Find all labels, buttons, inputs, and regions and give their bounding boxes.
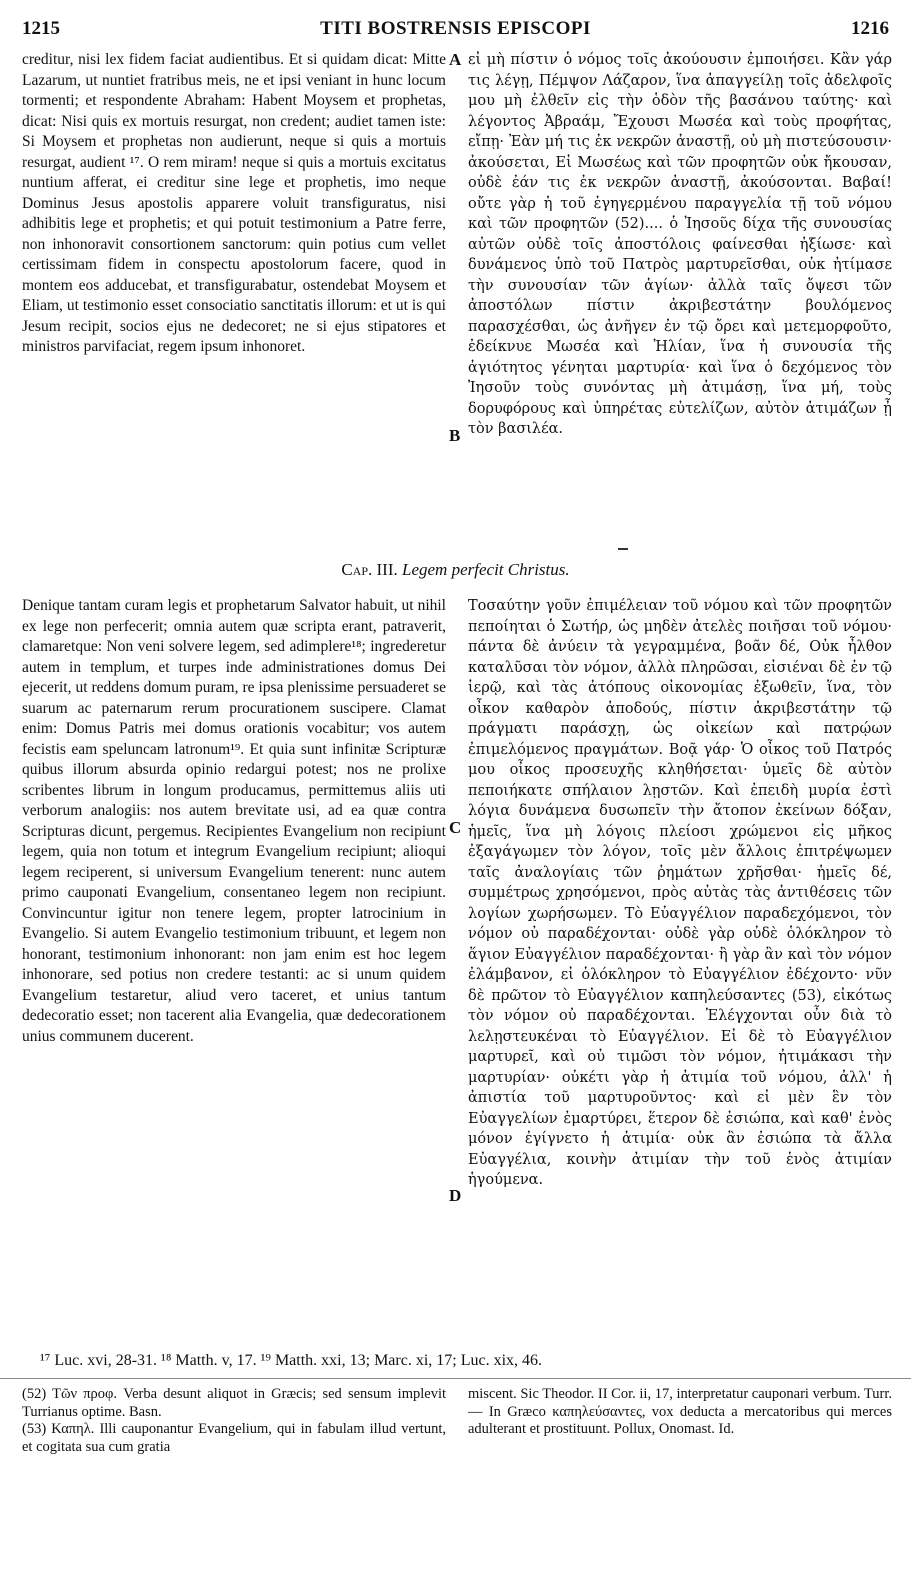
greek-paragraph-top: εἰ μὴ πίστιν ὁ νόμος τοῖς ἀκούουσιν ἐμποιήσει. Κἂν γάρ τις λέγῃ, Πέμψον Λάζαρον, ἵνα ἀπαγγείλῃ τοῖς ἀδελφοῖς μου μὴ ἐλθεῖν εἰς τὴν ὁδὸν τῆς βασάνου ταύτης· καὶ λέγοντος Ἀβραάμ, Ἔχουσι Μωσέα καὶ τοὺς προφήτας, εἴπῃ· Ἐὰν μή τις ἐκ νεκρῶν ἀναστῇ, οὐ μὴ πιστεύσουσιν· ἀκούσεται, Εἰ Μωσέως καὶ τῶν προφητῶν οὐκ ἤκουσαν, οὐδὲ ἐάν τις ἐκ νεκρῶν ἀναστῇ, ἀκούσονται. Βαβαί! οὔτε γὰρ ἡ τοῦ ἐγηγερμένου παραγγελία τῇ τοῦ νόμου καὶ τῶν προφητῶν (52).... ὁ Ἰησοῦς δίχα τῆς συνουσίας αὐτῶν οὐδὲ τοῖς ἀποστόλοις φαίνεσθαι ἠξίωσε· καὶ δυνάμενος ὑπὸ τοῦ Πατρὸς μαρτυρεῖσθαι, οὐκ ἠτίμασε τὴν συνουσίαν τῶν ἁγίων· ἀλλὰ ταῖς ὄψεσι τῶν ἀποστόλων πίστιν ἀκριβεστάτην βουλόμενος παρασχέσθαι, ὡς ἀνῆγεν ἐν τῷ ὄρει καὶ μετεμορφοῦτο, ἐδείκνυε Μωσέα καὶ Ἠλίαν, ἵνα ἡ συνουσία τῆς ἁγιότητος γένηται μαρτυρία· καὶ ἵνα ὁ δεχόμενος τὸν Ἰησοῦν τοὺς συνόντας μὴ ἀτιμάσῃ, ἵνα μή, τοὺς δορυφόρους καὶ ὑπηρέτας εὐτελίζων, αὐτὸν ἀτιμάζων ᾖ τὸν βασιλέα. <box>468 52 892 437</box>
note-53: (53) Καπηλ. Illi cauponantur Evangelium, qui in fabulam illud vertunt, et cogitata sua cum gratia <box>22 1421 446 1455</box>
running-title: TITI BOSTRENSIS EPISCOPI <box>320 18 591 39</box>
latin-column-top <box>22 50 446 358</box>
margin-marker-c: C <box>449 818 462 837</box>
separator-dash <box>618 548 628 550</box>
margin-marker-d: D <box>449 1186 462 1205</box>
margin-marker-a: A <box>449 50 462 69</box>
page-number-left: 1215 <box>22 18 60 39</box>
latin-column-bottom <box>22 596 446 1047</box>
margin-marker-b: B <box>449 426 461 445</box>
page-header <box>22 18 889 46</box>
chapter-title: Legem perfecit Christus. <box>402 560 570 579</box>
greek-column-top <box>468 50 892 440</box>
editorial-notes-right <box>468 1386 892 1439</box>
latin-paragraph-bottom: Denique tantam curam legis et prophetarum Salvator habuit, ut nihil ex lege non perfecerit; omnia autem quæ scripta erant, patraverit, clamaretque: Non veni solvere legem, sed adimplere¹⁸; ingrederetur autem in templum, et turpes inde administrationes domus Dei ejecerit, ut reddens domum puram, re ipsa plenissime persuaderet se suarum ac paternarum rerum procurationem suscipere. Clamat enim: Domus Patris mei domus orationis vocabitur; vos autem fecistis eam speluncam latronum¹⁹. Et quia sunt infinitæ Scripturæ quibus illorum absurda opinio redargui potest; nos ne prolixe scribentes librum in longum producamus, permittemus aliis uti verborum analogiis: nos autem brevitate usi, ad ea quæ contra Scripturas dicunt, pergemus. Recipientes Evangelium non recipiunt legem, quia non totum et integrum Evangelium recipiunt; alioqui legem reciperent, si universum Evangelium tenerent: nunc autem primo cauponati Evangelium, consentaneo legem non recipiunt. Convincuntur igitur non tenere legem, propter latrocinium in Evangelio. Si autem Evangelio testimonium tribuunt, et legem non honorant, testimonium inhonorant: non jam enim est hoc legem inhonorare, sed potius non credere testanti: ac si unum quidem Evangelium testaretur, aliud vero taceret, et unius tantum dedecoratio esset; non tacerent alia Evangelia, quæ dedecorationem unius communem ducerent. <box>22 597 446 1045</box>
note-53-continued: miscent. Sic Theodor. II Cor. ii, 17, interpretatur cauponari verbum. Turr. — In Græco καπηλεύσαντες, vox deducta a mercatoribus qui merces adulterant et prostituunt. Pollux, Onomast. Id. <box>468 1386 892 1437</box>
greek-column-bottom <box>468 596 892 1191</box>
greek-paragraph-bottom: Τοσαύτην γοῦν ἐπιμέλειαν τοῦ νόμου καὶ τῶν προφητῶν πεποίηται ὁ Σωτήρ, ὡς μηδὲν ἀτελὲς ποιῆσαι τοῦ νόμου· πάντα δὲ ἀνύειν τὰ γεγραμμένα, βοᾶν δέ, Οὐκ ἦλθον καταλῦσαι τὸν νόμον, ἀλλὰ πληρῶσαι, εἰσιέναι δὲ ἐν τῷ ἱερῷ, καὶ τὰς ἀτόπους οἰκονομίας ἐξωθεῖν, ἵνα, τὸν οἶκον καθαρὸν ἀποδούς, πίστιν ἀκριβεστάτην τῷ πράγματι παράσχῃ, ὡς οἰκείων καὶ πατρῴων ἐπιμελόμενος πραγμάτων. Βοᾷ γάρ· Ὁ οἶκος τοῦ Πατρός μου οἶκος προσευχῆς κληθήσεται· ὑμεῖς δὲ αὐτὸν πεποιήκατε σπήλαιον λῃστῶν. Καὶ ἐπειδὴ μυρία ἐστὶ λόγια δυνάμενα δυσωπεῖν τὴν ἄτοπον ἐκείνων δόξαν, ἡμεῖς, ἵνα μὴ λόγοις πλείοσι χρώμενοι εἰς μῆκος ἐξαγάγωμεν τὸν λόγον, τοῖς μὲν ἄλλοις ἐπιτρέψωμεν ταῖς ἀναλογίαις τῶν ῥημάτων χρῆσθαι· ἡμεῖς δέ, συμμέτρως χρησόμενοι, πρὸς αὐτὰς τὰς ἀντιθέσεις τῶν λογίων χωρήσωμεν. Τὸ Εὐαγγέλιον παραδεχόμενοι, τὸν νόμον οὐ παραδέχονται· οὐδὲ γὰρ οὐδὲ ὁλόκληρον τὸ ἅγιον Εὐαγγέλιον παραδέχονται· ἢ γὰρ ἂν καὶ τὸν νόμον ἐλάμβανον, εἰ ὁλόκληρον τὸ Εὐαγγέλιον ἐδέχοντο· νῦν δὲ πρῶτον τὸ Εὐαγγέλιον καπηλεύσαντες (53), εἰκότως τὸν νόμον οὐ παραδέχονται. Ἐλέγχονται οὖν διὰ τὸ λελῃστευκέναι τὸ Εὐαγγέλιον. Εἰ δὲ τὸ Εὐαγγέλιον μαρτυρεῖ, καὶ οὐ τιμῶσι τὸν νόμον, ἠτιμάκασι τὴν μαρτυρίαν· οὐκέτι γὰρ ἡ ἀτιμία τοῦ νόμου, ἀλλ' ἡ ἀπιστία τοῦ μαρτυροῦντος· καὶ εἰ μὲν ἓν τὸν Εὐαγγελίων ἐμαρτύρει, ἕτερον δὲ ἐσιώπα, καὶ καθ' ἑνὸς μόνον ἐγίγνετο ἡ ἀτιμία· οὐκ ἂν ἐσιώπα τὰ ἄλλα Εὐαγγέλια, κοινὴν ἀτιμίαν τὴν τοῦ ἑνὸς ἀτιμίαν ἡγούμενα. <box>468 598 892 1188</box>
chapter-number: Cap. III. <box>341 560 398 579</box>
editorial-notes-left <box>22 1386 446 1456</box>
scripture-footnotes: ¹⁷ Luc. xvi, 28-31. ¹⁸ Matth. v, 17. ¹⁹ Matth. xxi, 13; Marc. xi, 17; Luc. xix, 46. <box>40 1352 543 1369</box>
note-52: (52) Τῶν προφ. Verba desunt aliquot in Græcis; sed sensum implevit Turrianus optime. Basn. <box>22 1386 446 1420</box>
chapter-heading <box>0 560 911 580</box>
latin-paragraph-top: creditur, nisi lex fidem faciat audientibus. Et si quidam dicat: Mitte Lazarum, ut nuntiet fratribus meis, ne et ipsi veniant in hunc locum tormenti; et respondente Abraham: Habent Moysem et prophetas, dicat: Nisi quis ex mortuis resurgat, non credent; audiet tamen iste: Si Moysem et prophetas non audierunt, neque si quis a mortuis resurgat, audient ¹⁷. O rem miram! neque si quis a mortuis excitatus nuntium afferat, ei creditur sine lege et prophetis, imo neque Dominus Jesus apostolis apparere voluit transfiguratus, nisi adhibitis lege et prophetis; et qui potuit testimonium a Patre ferre, non inhonoravit consortionem sanctorum: quin potius cum vellet certissimam fidem in conspectu apostolorum facere, quod in montem eos adducebat, et transfigurabatur, ostendebat Moysem et Eliam, ut testimonio esset consociatio sanctitatis illorum: et ut is qui Jesum recipit, socios ejus ne dedecoret; ne si ejus stipatores et ministros parvifaciat, regem ipsum inhonoret. <box>22 51 446 355</box>
notes-divider <box>0 1378 911 1379</box>
page-number-right: 1216 <box>851 18 889 39</box>
